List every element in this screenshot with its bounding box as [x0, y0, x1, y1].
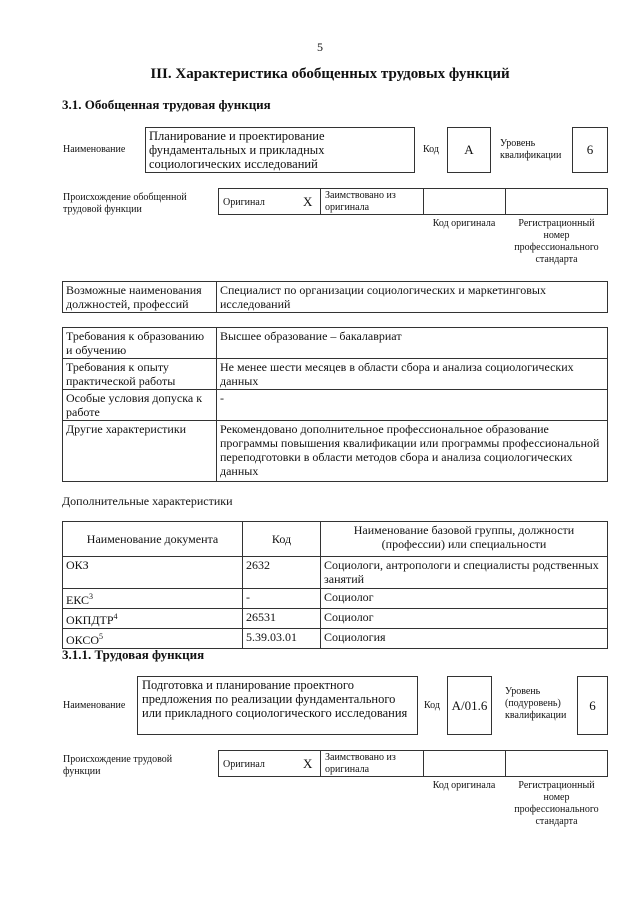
- req-value: Рекомендовано дополнительное профессиональное образование программы повышения квалификации или программы профессиональной переподготовки в области методов сбора и анализа социологических данных: [217, 421, 608, 482]
- positions-value: Специалист по организации социологических и маркетинговых исследований: [217, 282, 608, 313]
- tf-level-label: Уровень (подуровень) квалификации: [505, 686, 567, 721]
- orig-code-caption: Код оригинала: [432, 218, 496, 229]
- positions-table: [62, 281, 608, 313]
- gtf-code-label: Код: [423, 144, 439, 155]
- borrowed-label: Заимствовано из оригинала: [325, 190, 396, 213]
- borrowed-label: Заимствовано из оригинала: [325, 752, 396, 775]
- reg-number-caption: Регистрационный номер профессионального стандарта: [514, 780, 599, 827]
- col-header: Код: [243, 522, 321, 557]
- orig-code-caption: Код оригинала: [432, 780, 496, 791]
- code-cell: 5.39.03.01: [243, 629, 321, 649]
- req-value: Высшее образование – бакалавриат: [217, 328, 608, 359]
- tf-name-label: Наименование: [63, 700, 126, 711]
- name-cell: Социологи, антропологи и специалисты родственных занятий: [321, 557, 608, 589]
- original-label: Оригинал: [223, 759, 265, 770]
- gtf-level: 6: [572, 127, 608, 173]
- page-title: III. Характеристика обобщенных трудовых функций: [150, 66, 510, 82]
- doc-cell: ОКСО$^5$: [63, 629, 243, 649]
- col-header: Наименование документа: [63, 522, 243, 557]
- tf-code-label: Код: [424, 700, 440, 711]
- requirements-table: [62, 327, 608, 482]
- original-mark: X: [303, 756, 313, 771]
- name-cell: Социолог: [321, 609, 608, 629]
- reg-number-caption: Регистрационный номер профессионального стандарта: [514, 218, 599, 265]
- additional-table: [62, 521, 608, 649]
- code-cell: -: [243, 589, 321, 609]
- gtf-code: A: [447, 127, 491, 173]
- code-cell: 26531: [243, 609, 321, 629]
- additional-heading: Дополнительные характеристики: [62, 494, 233, 508]
- gtf-name: Планирование и проектирование фундаментальных и прикладных социологических исследований: [145, 127, 415, 173]
- tf-name: Подготовка и планирование проектного предложения по реализации фундаментального или прикладного социологического исследования: [137, 676, 418, 735]
- gtf-origin-label: Происхождение обобщенной трудовой функции: [63, 192, 187, 215]
- doc-cell: ЕКС$^3$: [63, 589, 243, 609]
- tf-code: A/01.6: [447, 676, 492, 735]
- original-mark: X: [303, 194, 313, 209]
- req-label: Требования к опыту практической работы: [63, 359, 217, 390]
- tf-level: 6: [577, 676, 608, 735]
- tf-heading: 3.1.1. Трудовая функция: [62, 647, 205, 662]
- req-value: -: [217, 390, 608, 421]
- tf-origin-table: [218, 750, 608, 777]
- gtf-origin-table: [218, 188, 608, 215]
- req-label: Требования к образованию и обучению: [63, 328, 217, 359]
- name-cell: Социолог: [321, 589, 608, 609]
- tf-origin-label: Происхождение трудовой функции: [63, 754, 173, 777]
- req-label: Особые условия допуска к работе: [63, 390, 217, 421]
- positions-label: Возможные наименования должностей, профессий: [63, 282, 217, 313]
- gtf-level-label: Уровень квалификации: [500, 138, 562, 161]
- req-label: Другие характеристики: [63, 421, 217, 482]
- req-value: Не менее шести месяцев в области сбора и анализа социологических данных: [217, 359, 608, 390]
- name-cell: Социология: [321, 629, 608, 649]
- col-header: Наименование базовой группы, должности (профессии) или специальности: [321, 522, 608, 557]
- doc-cell: ОКПДТР$^4$: [63, 609, 243, 629]
- doc-cell: ОКЗ: [63, 557, 243, 589]
- code-cell: 2632: [243, 557, 321, 589]
- gtf-name-label: Наименование: [63, 144, 126, 155]
- gtf-heading: 3.1. Обобщенная трудовая функция: [62, 97, 271, 112]
- page-number: 5: [317, 40, 323, 54]
- original-label: Оригинал: [223, 197, 265, 208]
